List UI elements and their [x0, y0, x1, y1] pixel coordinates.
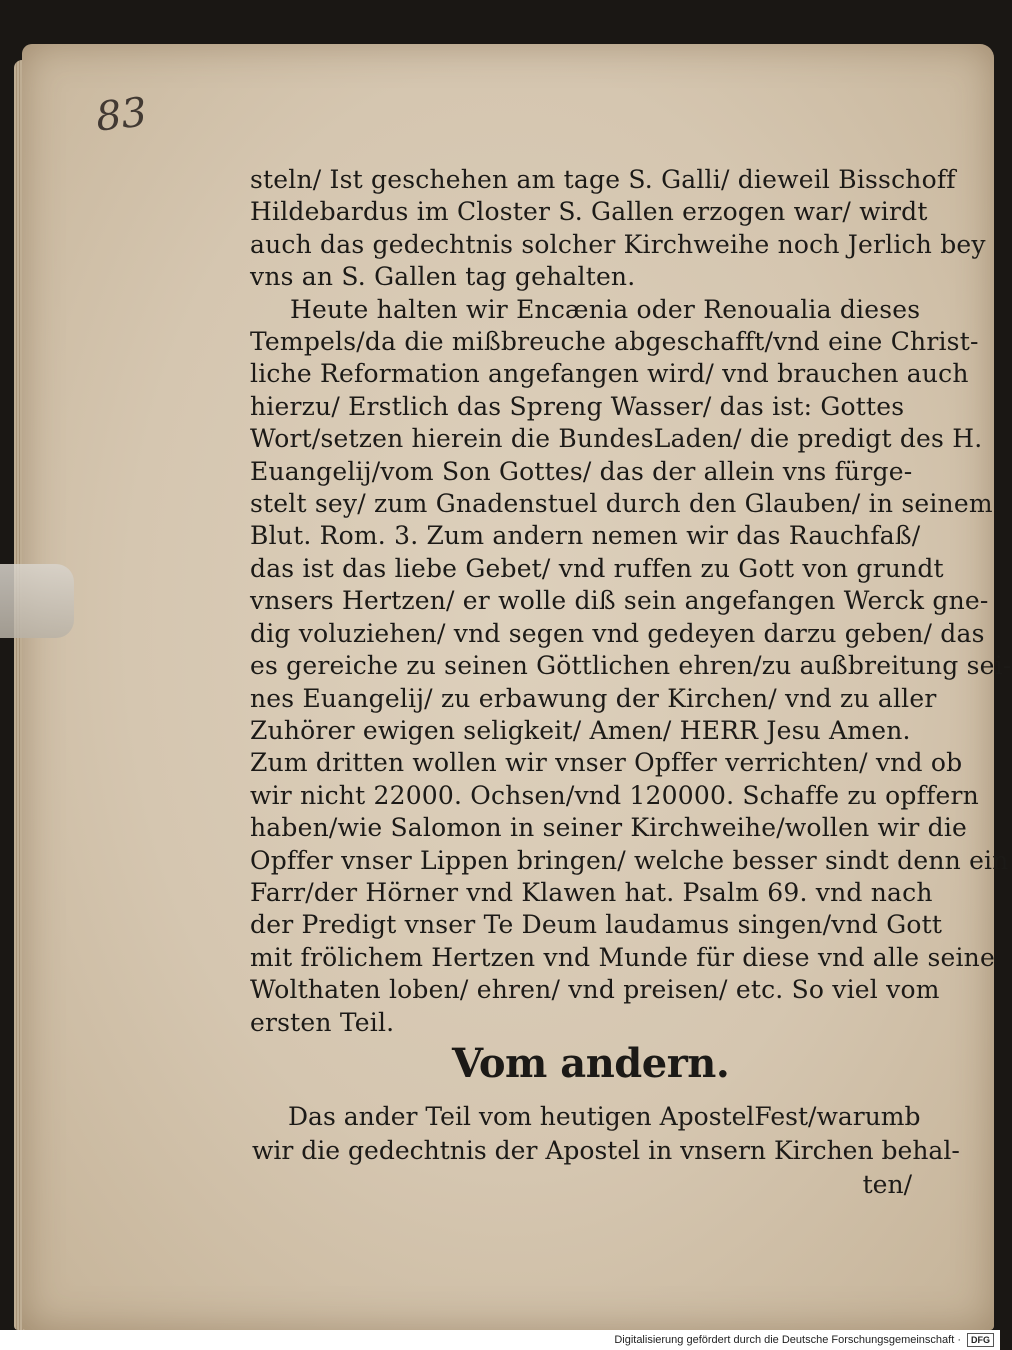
text-line: Blut. Rom. 3. Zum andern nemen wir das Rauchfaß/ [250, 521, 921, 551]
text-line: das ist das liebe Gebet/ vnd ruffen zu Gott von grundt [250, 553, 944, 583]
section-heading: Vom andern. [452, 1040, 730, 1087]
text-line: Wort/setzen hierein die BundesLaden/ die predigt des H. [250, 424, 983, 454]
text-line: haben/wie Salomon in seiner Kirchweihe/wollen wir die [250, 813, 968, 843]
text-line: nes Euangelij/ zu erbawung der Kirchen/ vnd zu aller [250, 683, 937, 713]
text-line: Zum dritten wollen wir vnser Opffer verrichten/ vnd ob [250, 748, 963, 778]
catchword: ten/ [862, 1170, 912, 1199]
text-line: wir nicht 22000. Ochsen/vnd 120000. Schaffe zu opffern [250, 780, 979, 810]
text-line: vns an S. Gallen tag gehalten. [250, 262, 636, 292]
text-line: Farr/der Hörner vnd Klawen hat. Psalm 69. vnd nach [250, 877, 933, 907]
text-line: stelt sey/ zum Gnadenstuel durch den Glauben/ in seinem [250, 489, 993, 519]
body-text [250, 164, 1012, 1039]
text-line: Hildebardus im Closter S. Gallen erzogen war/ wirdt [250, 197, 928, 227]
text-line: Heute halten wir Encænia oder Renoualia dieses [290, 294, 921, 324]
text-line: mit frölichem Hertzen vnd Munde für diese vnd alle seine [250, 942, 995, 972]
page-number: 83 [93, 89, 150, 141]
text-line: Zuhörer ewigen seligkeit/ Amen/ HERR Jesu Amen. [250, 715, 911, 745]
text-line: hierzu/ Erstlich das Spreng Wasser/ das ist: Gottes [250, 391, 905, 421]
text-line: Wolthaten loben/ ehren/ vnd preisen/ etc. So viel vom [250, 975, 940, 1005]
text-line: Tempels/da die mißbreuche abgeschafft/vnd eine Christ- [250, 327, 979, 357]
text-line: Opffer vnser Lippen bringen/ welche besser sindt denn ein [250, 845, 1009, 875]
text-line: vnsers Hertzen/ er wolle diß sein angefangen Werck gne- [250, 586, 989, 616]
text-line: steln/ Ist geschehen am tage S. Galli/ dieweil Bisschoff [250, 165, 956, 194]
text-line: der Predigt vnser Te Deum laudamus singen/vnd Gott [250, 910, 943, 940]
text-line: dig voluziehen/ vnd segen vnd gedeyen darzu geben/ das [250, 618, 985, 648]
text-line: Euangelij/vom Son Gottes/ das der allein vns fürge- [250, 456, 913, 486]
text-line: es gereiche zu seinen Göttlichen ehren/zu außbreitung sei- [250, 651, 1012, 681]
text-line: liche Reformation angefangen wird/ vnd brauchen auch [250, 359, 969, 389]
section-text [252, 1100, 960, 1202]
text-line: wir die gedechtnis der Apostel in vnsern Kirchen behal- [252, 1136, 960, 1165]
text-line: auch das gedechtnis solcher Kirchweihe noch Jerlich bey [250, 229, 986, 259]
page-clip [0, 564, 74, 638]
funding-notice: Digitalisierung gefördert durch die Deutsche Forschungsgemeinschaft · [614, 1334, 961, 1346]
text-line: Das ander Teil vom heutigen ApostelFest/warumb [288, 1102, 921, 1131]
text-line: ersten Teil. [250, 1007, 395, 1037]
footer-bar [0, 1330, 1000, 1350]
dfg-logo: DFG [967, 1333, 994, 1347]
